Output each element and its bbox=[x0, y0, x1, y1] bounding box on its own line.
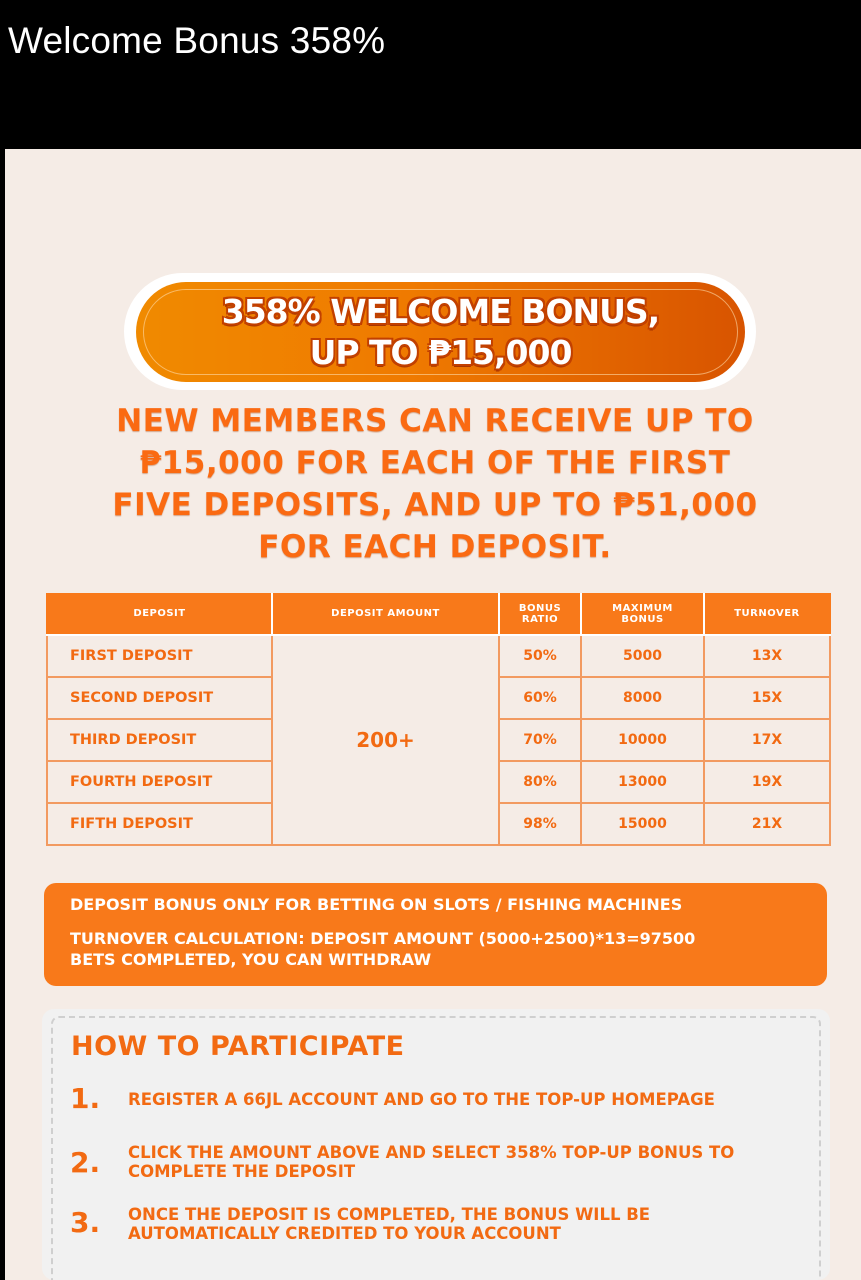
turnover-cell: 13X bbox=[704, 635, 830, 677]
bonus-ratio-cell: 98% bbox=[499, 803, 581, 845]
max-bonus-cell: 8000 bbox=[581, 677, 704, 719]
betting-restriction-note: DEPOSIT BONUS ONLY FOR BETTING ON SLOTS / FISHING MACHINES bbox=[70, 895, 683, 914]
header-deposit: DEPOSIT bbox=[47, 593, 272, 635]
bonus-ratio-cell: 60% bbox=[499, 677, 581, 719]
header-turnover: TURNOVER bbox=[704, 593, 830, 635]
table-header-row bbox=[47, 593, 830, 635]
turnover-note-line2: BETS COMPLETED, YOU CAN WITHDRAW bbox=[70, 950, 432, 969]
bonus-banner bbox=[124, 273, 756, 390]
deposit-label: FIRST DEPOSIT bbox=[47, 635, 272, 677]
headline-line: NEW MEMBERS CAN RECEIVE UP TO bbox=[116, 403, 754, 439]
step-item bbox=[70, 1207, 790, 1257]
header-bonus-ratio-line2: RATIO bbox=[521, 613, 559, 625]
deposit-label: THIRD DEPOSIT bbox=[47, 719, 272, 761]
page-title: Welcome Bonus 358% bbox=[8, 20, 386, 61]
headline-line: FOR EACH DEPOSIT. bbox=[258, 529, 612, 565]
headline-line: ₱15,000 FOR EACH OF THE FIRST bbox=[139, 445, 731, 481]
bonus-ratio-cell: 80% bbox=[499, 761, 581, 803]
headline bbox=[35, 400, 835, 568]
step-item bbox=[70, 1143, 790, 1193]
header-bonus-ratio bbox=[499, 593, 581, 635]
max-bonus-cell: 5000 bbox=[581, 635, 704, 677]
step-text-line: COMPLETE THE DEPOSIT bbox=[128, 1162, 356, 1181]
promo-content[interactable] bbox=[5, 149, 861, 1280]
step-text bbox=[128, 1143, 808, 1181]
header-bonus-ratio-line1: BONUS bbox=[518, 602, 562, 614]
turnover-cell: 19X bbox=[704, 761, 830, 803]
header-max-bonus-line2: BONUS bbox=[621, 613, 664, 625]
step-number: 3. bbox=[70, 1206, 101, 1239]
step-text-line: ONCE THE DEPOSIT IS COMPLETED, THE BONUS WILL BE bbox=[128, 1205, 651, 1224]
bonus-ratio-cell: 50% bbox=[499, 635, 581, 677]
deposit-amount-cell: 200+ bbox=[272, 635, 499, 845]
step-item bbox=[70, 1082, 790, 1122]
title-bar bbox=[0, 0, 861, 149]
step-text bbox=[128, 1205, 808, 1243]
headline-line: FIVE DEPOSITS, AND UP TO ₱51,000 bbox=[112, 487, 758, 523]
turnover-cell: 17X bbox=[704, 719, 830, 761]
banner-line-1: 358% WELCOME BONUS, bbox=[221, 292, 660, 331]
step-number: 2. bbox=[70, 1146, 101, 1179]
terms-note-box bbox=[44, 883, 827, 986]
header-max-bonus-line1: MAXIMUM bbox=[612, 602, 673, 614]
header-deposit-amount: DEPOSIT AMOUNT bbox=[272, 593, 499, 635]
step-text-line: AUTOMATICALLY CREDITED TO YOUR ACCOUNT bbox=[128, 1224, 561, 1243]
step-text-line: CLICK THE AMOUNT ABOVE AND SELECT 358% TOP-UP BONUS TO bbox=[128, 1143, 735, 1162]
max-bonus-cell: 13000 bbox=[581, 761, 704, 803]
deposit-label: FOURTH DEPOSIT bbox=[47, 761, 272, 803]
how-to-participate-card bbox=[42, 1009, 830, 1280]
table-row bbox=[47, 635, 830, 677]
step-text bbox=[128, 1090, 808, 1109]
header-maximum-bonus bbox=[581, 593, 704, 635]
step-text-line: REGISTER A 66JL ACCOUNT AND GO TO THE TOP-UP HOMEPAGE bbox=[128, 1090, 715, 1109]
max-bonus-cell: 15000 bbox=[581, 803, 704, 845]
bonus-banner-pill bbox=[136, 282, 745, 382]
turnover-cell: 21X bbox=[704, 803, 830, 845]
turnover-note-line1: TURNOVER CALCULATION: DEPOSIT AMOUNT (5000+2500)*13=97500 bbox=[70, 929, 696, 948]
bonus-ratio-cell: 70% bbox=[499, 719, 581, 761]
turnover-cell: 15X bbox=[704, 677, 830, 719]
deposit-label: SECOND DEPOSIT bbox=[47, 677, 272, 719]
max-bonus-cell: 10000 bbox=[581, 719, 704, 761]
banner-line-2: UP TO ₱15,000 bbox=[309, 333, 572, 372]
participate-title: HOW TO PARTICIPATE bbox=[71, 1031, 405, 1062]
bonus-table bbox=[46, 593, 831, 846]
banner-text bbox=[136, 291, 745, 373]
step-number: 1. bbox=[70, 1082, 101, 1115]
deposit-label: FIFTH DEPOSIT bbox=[47, 803, 272, 845]
